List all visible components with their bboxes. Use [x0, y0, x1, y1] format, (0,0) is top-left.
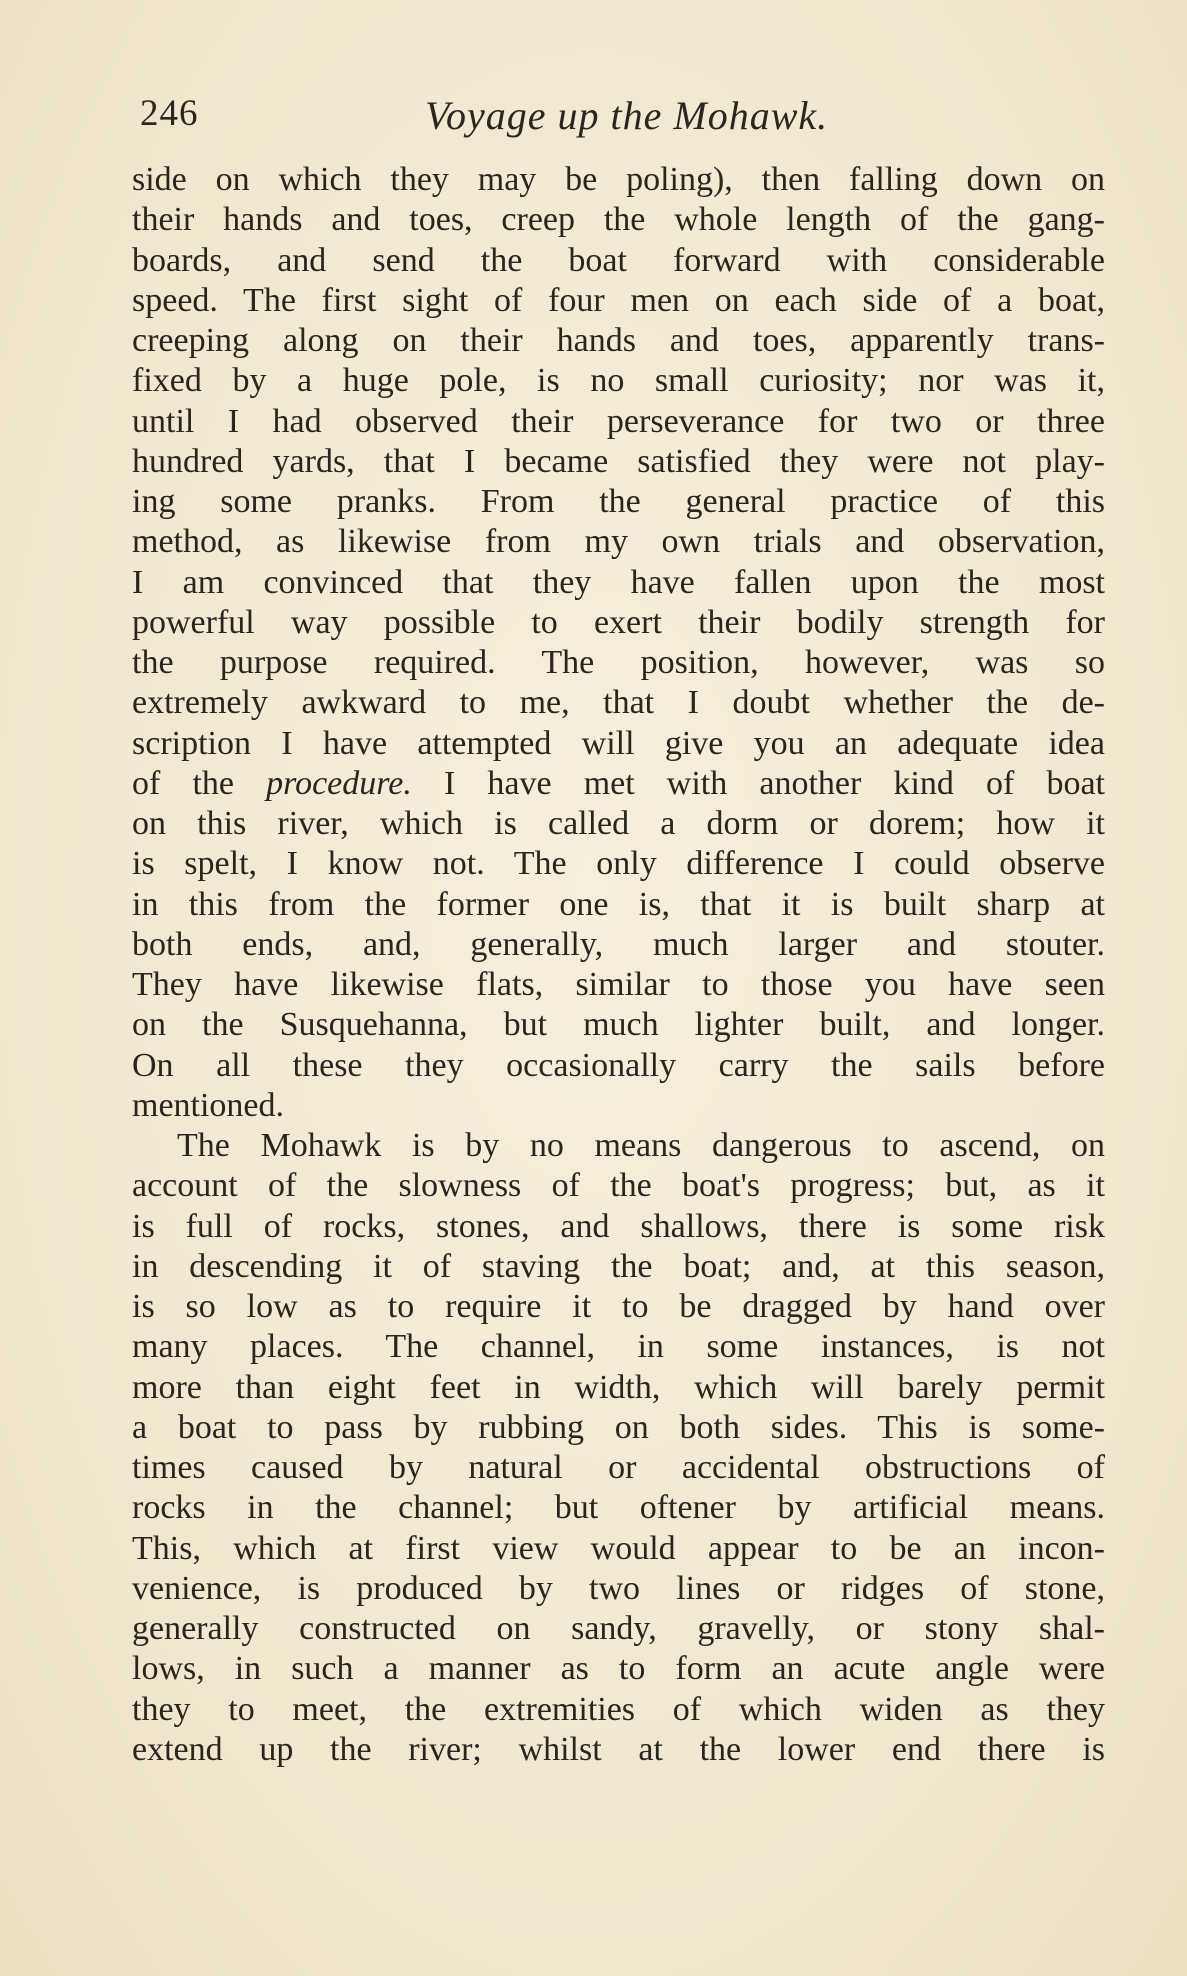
text-line: is so low as to require it to be dragged by hand over: [132, 1288, 1105, 1325]
text-line: is spelt, I know not. The only difference I could observe: [132, 845, 1105, 883]
text-line-with-italic: [132, 764, 1105, 804]
running-title: Voyage up the Mohawk.: [425, 93, 829, 138]
text-line: more than eight feet in width, which will barely permit: [132, 1368, 1105, 1406]
text-line: the purpose required. The position, however, was so: [132, 644, 1105, 681]
text-line: rocks in the channel; but oftener by artificial means.: [132, 1489, 1105, 1527]
text-line: extend up the river; whilst at the lower end there is: [132, 1730, 1105, 1768]
text-line: creeping along on their hands and toes, apparently trans-: [132, 322, 1105, 359]
text-line: boards, and send the boat forward with considerable: [132, 241, 1105, 279]
text-line: On all these they occasionally carry the sails before: [132, 1046, 1105, 1084]
text-line: hundred yards, that I became satisfied they were not play-: [132, 442, 1105, 480]
text-line: side on which they may be poling), then falling down on: [132, 161, 1105, 198]
text-line: their hands and toes, creep the whole length of the gang-: [132, 201, 1105, 239]
text-line: they to meet, the extremities of which widen as they: [132, 1690, 1105, 1728]
text-line: powerful way possible to exert their bodily strength for: [132, 603, 1105, 641]
text-line: is full of rocks, stones, and shallows, there is some risk: [132, 1207, 1105, 1245]
text-line: fixed by a huge pole, is no small curiosity; nor was it,: [132, 362, 1105, 400]
text-line: many places. The channel, in some instances, is not: [132, 1328, 1105, 1366]
page-number: 246: [140, 93, 199, 134]
text-line: generally constructed on sandy, gravelly, or stony shal-: [132, 1610, 1105, 1647]
text-line: I am convinced that they have fallen upon the most: [132, 563, 1105, 601]
paragraph-first-line: The Mohawk is by no means dangerous to ascend, on: [177, 1127, 1105, 1164]
text-line: account of the slowness of the boat's progress; but, as it: [132, 1167, 1105, 1205]
text-line: a boat to pass by rubbing on both sides. This is some-: [132, 1408, 1105, 1446]
text-line: on the Susquehanna, but much lighter built, and longer.: [132, 1006, 1105, 1044]
text-line: mentioned.: [132, 1086, 285, 1124]
italic-word: procedure.: [266, 764, 412, 802]
text-line: in this from the former one is, that it is built sharp at: [132, 885, 1105, 923]
text-line: venience, is produced by two lines or ridges of stone,: [132, 1569, 1105, 1607]
text-line: method, as likewise from my own trials and observation,: [132, 523, 1105, 561]
text-run: I have met with another kind of boat: [411, 764, 1105, 802]
text-line: times caused by natural or accidental obstructions of: [132, 1449, 1105, 1486]
page-header: [140, 88, 1100, 148]
text-line: scription I have attempted will give you an adequate idea: [132, 724, 1105, 762]
text-line: This, which at first view would appear to be an incon-: [132, 1529, 1105, 1567]
text-line: speed. The first sight of four men on each side of a boat,: [132, 281, 1105, 319]
text-line: They have likewise flats, similar to those you have seen: [132, 966, 1105, 1003]
text-line: ing some pranks. From the general practice of this: [132, 483, 1105, 520]
text-line: on this river, which is called a dorm or dorem; how it: [132, 805, 1105, 842]
text-run: of the: [132, 764, 267, 802]
text-line: extremely awkward to me, that I doubt whether the de-: [132, 684, 1105, 722]
text-line: both ends, and, generally, much larger and stouter.: [132, 925, 1105, 963]
text-line: in descending it of staving the boat; and, at this season,: [132, 1247, 1105, 1285]
text-line: until I had observed their perseverance for two or three: [132, 402, 1105, 440]
text-line: lows, in such a manner as to form an acute angle were: [132, 1650, 1105, 1688]
body-text: [132, 160, 1105, 1770]
